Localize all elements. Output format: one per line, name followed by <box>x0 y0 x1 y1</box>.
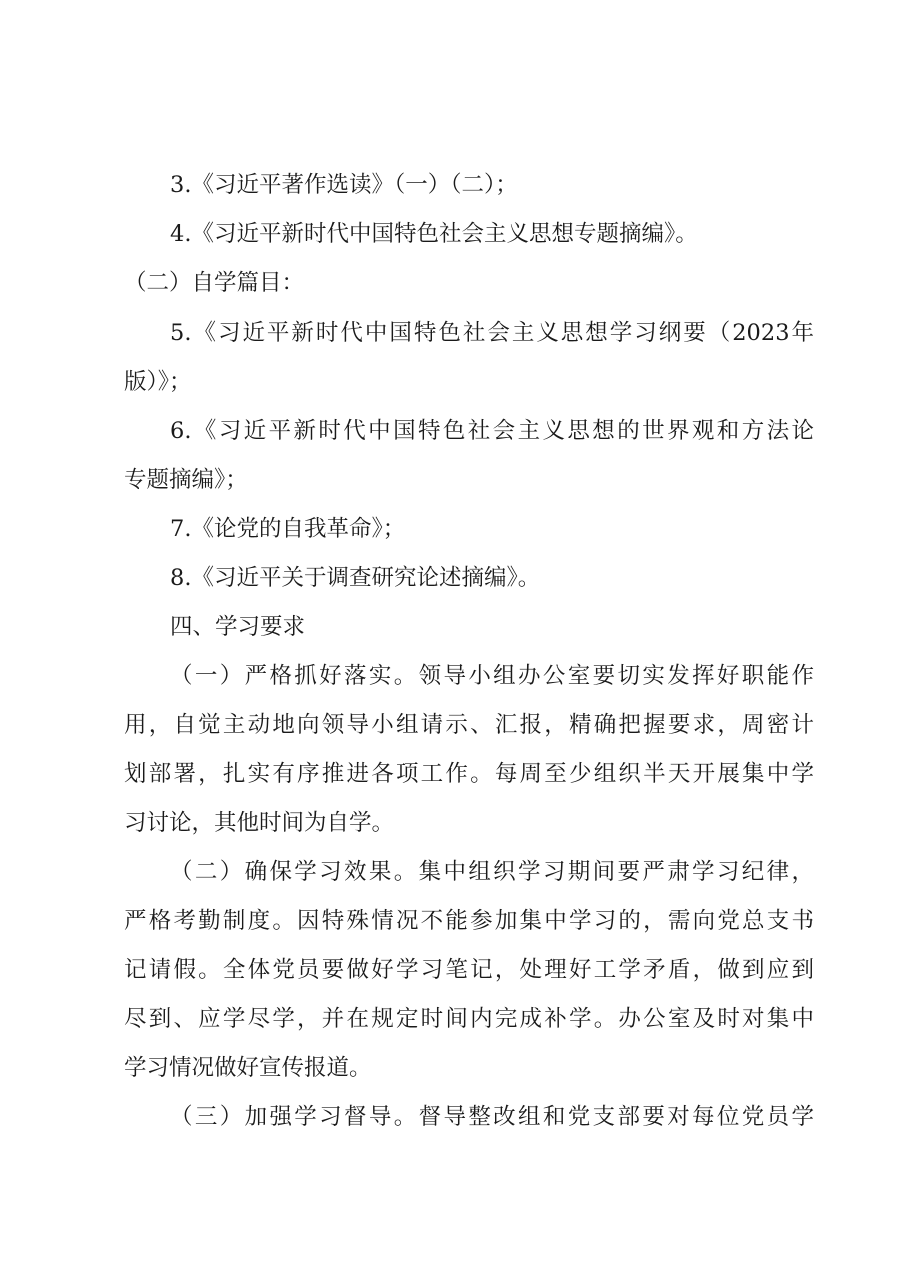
text-line: 版）》； <box>124 369 192 395</box>
text-line: 5.《习近平新时代中国特色社会主义思想学习纲要（2023年 <box>170 320 814 346</box>
text-line: 7.《论党的自我革命》； <box>170 516 406 542</box>
text-line: 用，自觉主动地向领导小组请示、汇报，精确把握要求，周密计 <box>124 712 814 738</box>
text-line: （二）确保学习效果。集中组织学习期间要严肃学习纪律， <box>170 859 814 885</box>
text-line: 严格考勤制度。因特殊情况不能参加集中学习的，需向党总支书 <box>124 908 814 934</box>
text-line: （一）严格抓好落实。领导小组办公室要切实发挥好职能作 <box>170 663 814 689</box>
text-line: 8.《习近平关于调查研究论述摘编》。 <box>170 565 541 591</box>
text-line: 尽到、应学尽学，并在规定时间内完成补学。办公室及时对集中 <box>124 1006 814 1032</box>
text-line: （三）加强学习督导。督导整改组和党支部要对每位党员学 <box>170 1104 814 1130</box>
text-line: 4.《习近平新时代中国特色社会主义思想专题摘编》。 <box>170 221 698 247</box>
text-line: 记请假。全体党员要做好学习笔记，处理好工学矛盾，做到应到 <box>124 957 814 983</box>
text-line: （二）自学篇目： <box>124 270 305 296</box>
text-line: 3.《习近平著作选读》（一）（二）； <box>170 172 518 198</box>
text-line: 学习情况做好宣传报道。 <box>124 1055 372 1081</box>
section-heading: 四、学习要求 <box>170 614 306 640</box>
text-line: 专题摘编》； <box>124 467 248 493</box>
text-line: 6.《习近平新时代中国特色社会主义思想的世界观和方法论 <box>170 418 814 444</box>
text-line: 划部署，扎实有序推进各项工作。每周至少组织半天开展集中学 <box>124 761 814 787</box>
text-line: 习讨论，其他时间为自学。 <box>124 810 395 836</box>
